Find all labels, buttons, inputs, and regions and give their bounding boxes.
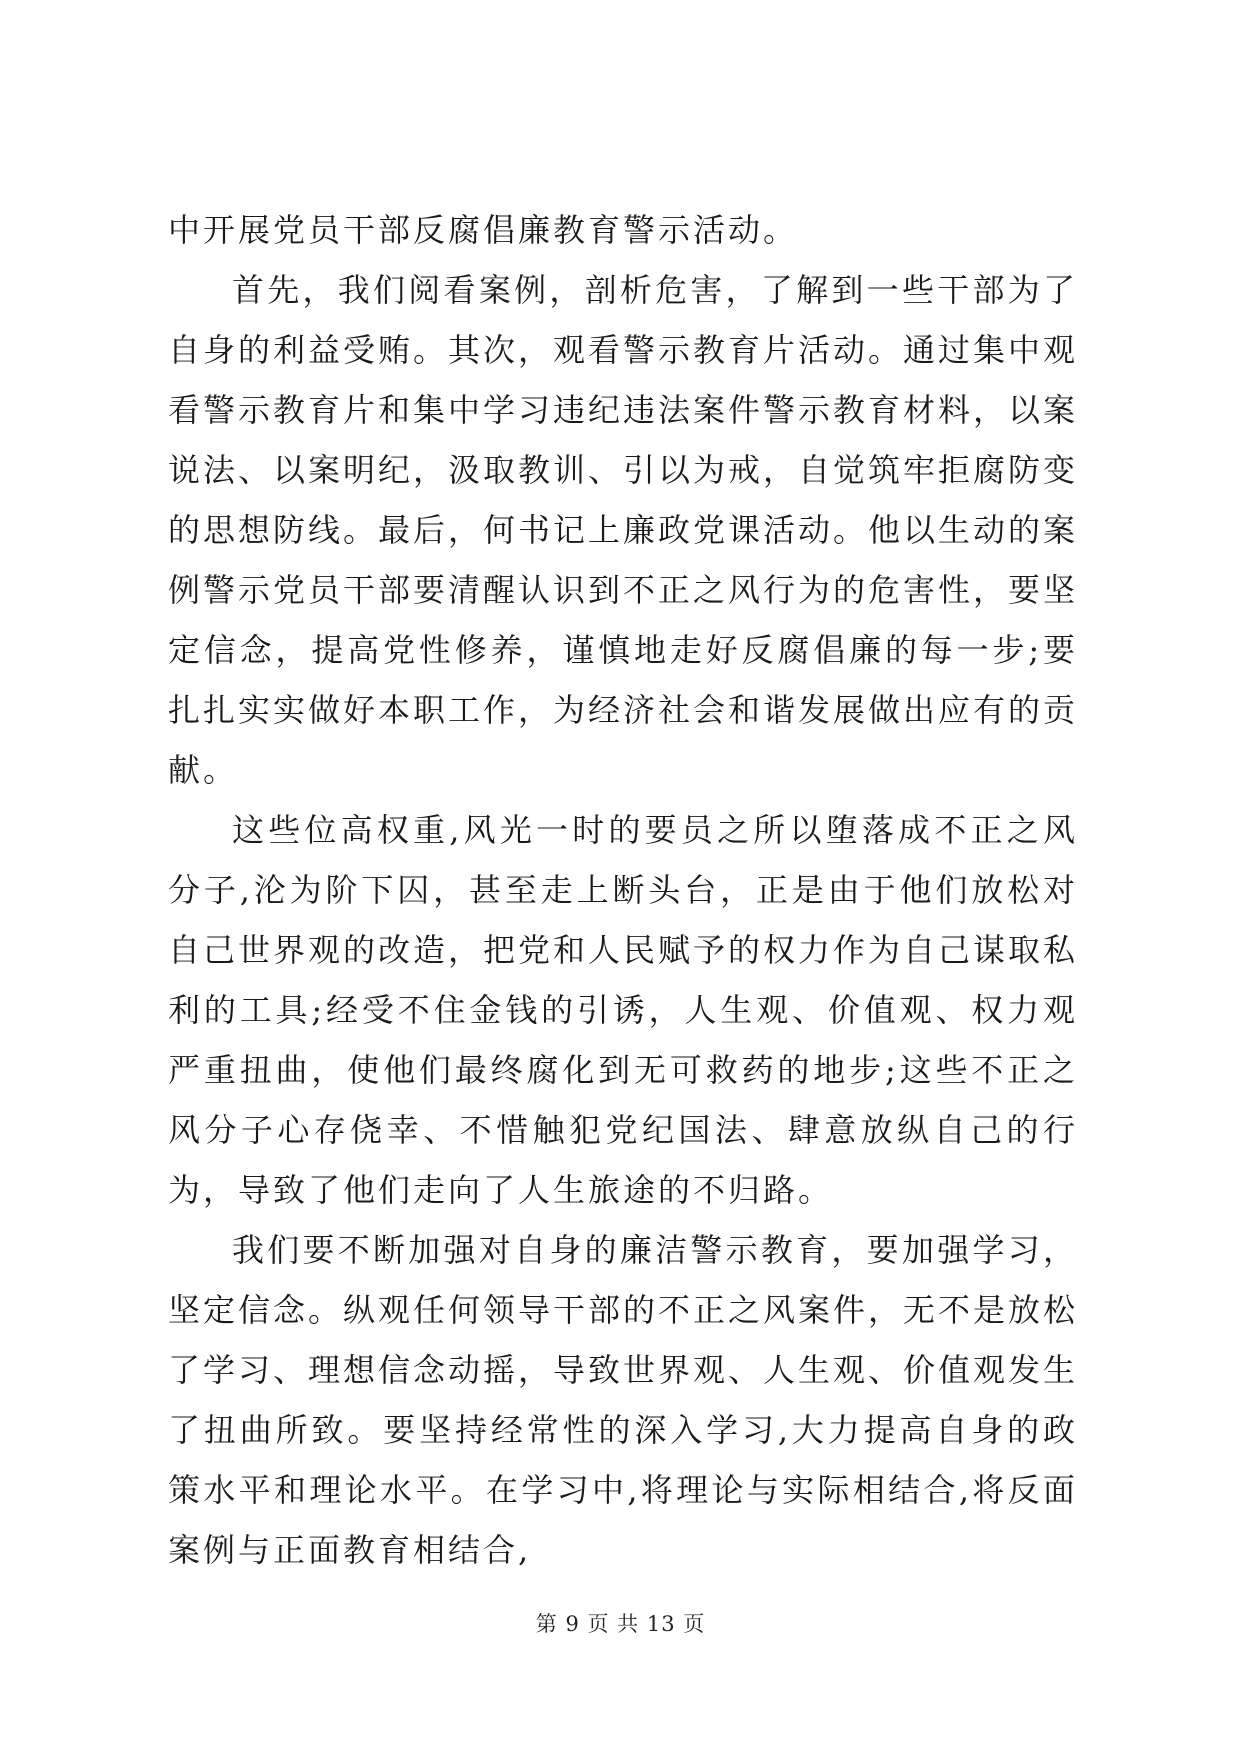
paragraph-2: 首先，我们阅看案例，剖析危害，了解到一些干部为了自身的利益受贿。其次，观看警示教育片活动。通过集中观看警示教育片和集中学习违纪违法案件警示教育材料，以案说法、以案明纪，汲取教训、引以为戒，自觉筑牢拒腐防变的思想防线。最后，何书记上廉政党课活动。他以生动的案例警示党员干部要清醒认识到不正之风行为的危害性，要坚定信念，提高党性修养，谨慎地走好反腐倡廉的每一步;要扎扎实实做好本职工作，为经济社会和谐发展做出应有的贡献。	[168, 271, 1079, 789]
paragraph-4: 我们要不断加强对自身的廉洁警示教育，要加强学习，坚定信念。纵观任何领导干部的不正之风案件，无不是放松了学习、理想信念动摇，导致世界观、人生观、价值观发生了扭曲所致。要坚持经常性的深入学习,大力提高自身的政策水平和理论水平。在学习中,将理论与实际相结合,将反面案例与正面教育相结合,	[168, 1231, 1079, 1569]
paragraph-3: 这些位高权重,风光一时的要员之所以堕落成不正之风分子,沦为阶下囚，甚至走上断头台，正是由于他们放松对自己世界观的改造，把党和人民赋予的权力作为自己谋取私利的工具;经受不住金钱的引诱，人生观、价值观、权力观严重扭曲，使他们最终腐化到无可救药的地步;这些不正之风分子心存侥幸、不惜触犯党纪国法、肆意放纵自己的行为，导致了他们走向了人生旅途的不归路。	[168, 811, 1079, 1209]
paragraph-1: 中开展党员干部反腐倡廉教育警示活动。	[168, 211, 799, 249]
document-body	[168, 200, 1078, 1580]
page-number-footer: 第 9 页 共 13 页	[535, 1612, 706, 1636]
